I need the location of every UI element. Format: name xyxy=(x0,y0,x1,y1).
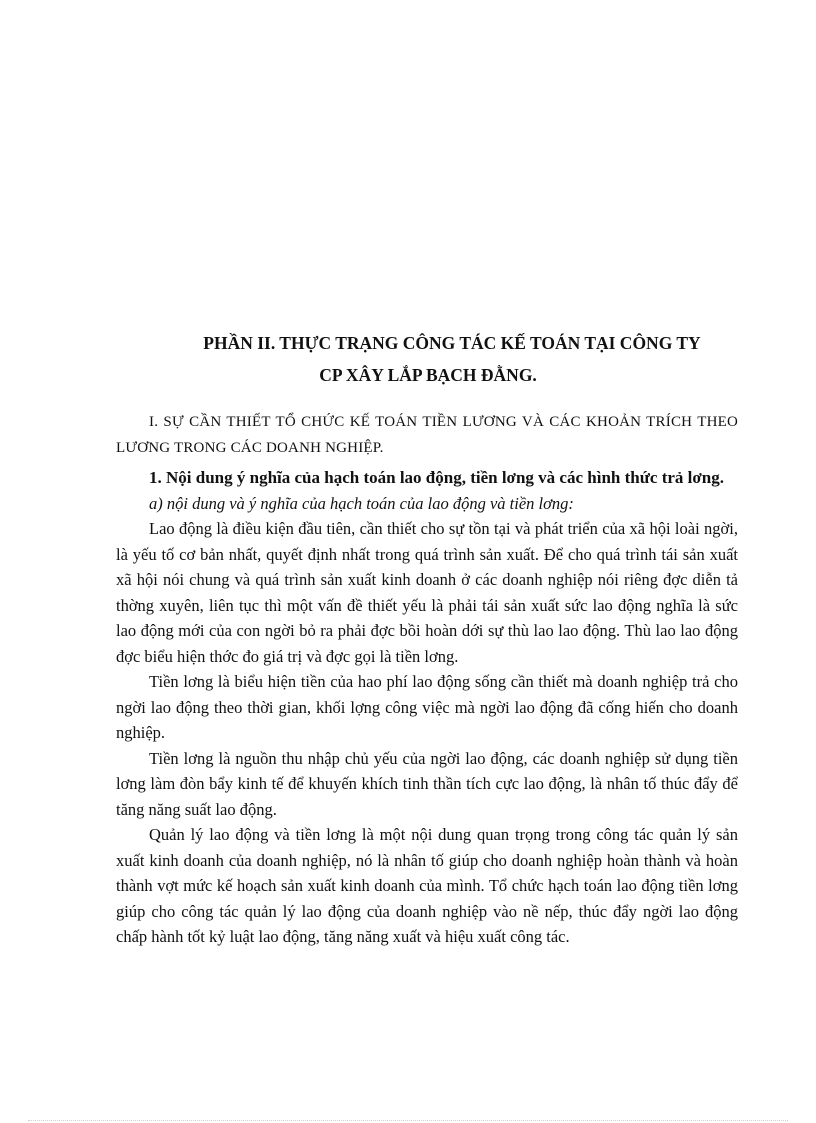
italic-subheading: a) nội dung và ý nghĩa của hạch toán của lao động và tiền lơng: xyxy=(149,493,574,513)
section-heading: I. SỰ CẦN THIẾT TỔ CHỨC KẾ TOÁN TIỀN LƯƠNG VÀ CÁC KHOẢN TRÍCH THEO LƯƠNG TRONG CÁC DOANH NGHIỆP. xyxy=(116,414,738,456)
paragraph-2: Tiền lơng là biểu hiện tiền của hao phí lao động sống cần thiết mà doanh nghiệp trả cho ngời lao động theo thời gian, khối lợng công việc mà ngời lao động đã cống hiến cho doanh nghiệp. xyxy=(116,672,738,742)
chapter-title-line-2: CP XÂY LẮP BẠCH ĐẰNG. xyxy=(319,365,537,385)
paragraph-3: Tiền lơng là nguồn thu nhập chủ yếu của ngời lao động, các doanh nghiệp sử dụng tiền lơng làm đòn bẩy kinh tế để khuyến khích tinh thần tích cực lao động, là nhân tố thúc đẩy để tăng năng suất lao động. xyxy=(116,748,738,819)
paragraph-4: Quản lý lao động và tiền lơng là một nội dung quan trọng trong công tác quản lý sản xuất kinh doanh của doanh nghiệp, nó là nhân tố giúp cho doanh nghiệp hoàn thành và hoàn thành vợt mức kế hoạch sản xuất kinh doanh của mình. Tổ chức hạch toán lao động tiền lơng giúp cho công tác quản lý lao động của doanh nghiệp vào nề nếp, thúc đẩy ngời lao động chấp hành tốt kỷ luật lao động, tăng năng xuất và hiệu xuất công tác. xyxy=(116,825,738,946)
paragraph-1: Lao động là điều kiện đầu tiên, cần thiết cho sự tồn tại và phát triển của xã hội loài ngời, là yếu tố cơ bản nhất, quyết định nhất trong quá trình sản xuất. Để cho quá trình tái sản xuất xã hội nói chung và quá trình sản xuất kinh doanh ở các doanh nghiệp nói riêng đợc diễn tả thờng xuyên, liên tục thì một vấn đề thiết yếu là phải tái sản xuất sức lao động nghĩa là sức lao động mới của con ngời bỏ ra phải đợc bồi hoàn dới sự thù lao lao động. Thù lao lao động đợc biểu hiện thớc đo giá trị và đợc gọi là tiền lơng. xyxy=(116,519,738,666)
footer-divider xyxy=(28,1120,788,1121)
document-body xyxy=(116,410,738,950)
chapter-title-line-1: PHẦN II. THỰC TRẠNG CÔNG TÁC KẾ TOÁN TẠI CÔNG TY xyxy=(203,333,701,353)
subsection-heading: 1. Nội dung ý nghĩa của hạch toán lao động, tiền lơng và các hình thức trả lơng. xyxy=(149,468,725,487)
